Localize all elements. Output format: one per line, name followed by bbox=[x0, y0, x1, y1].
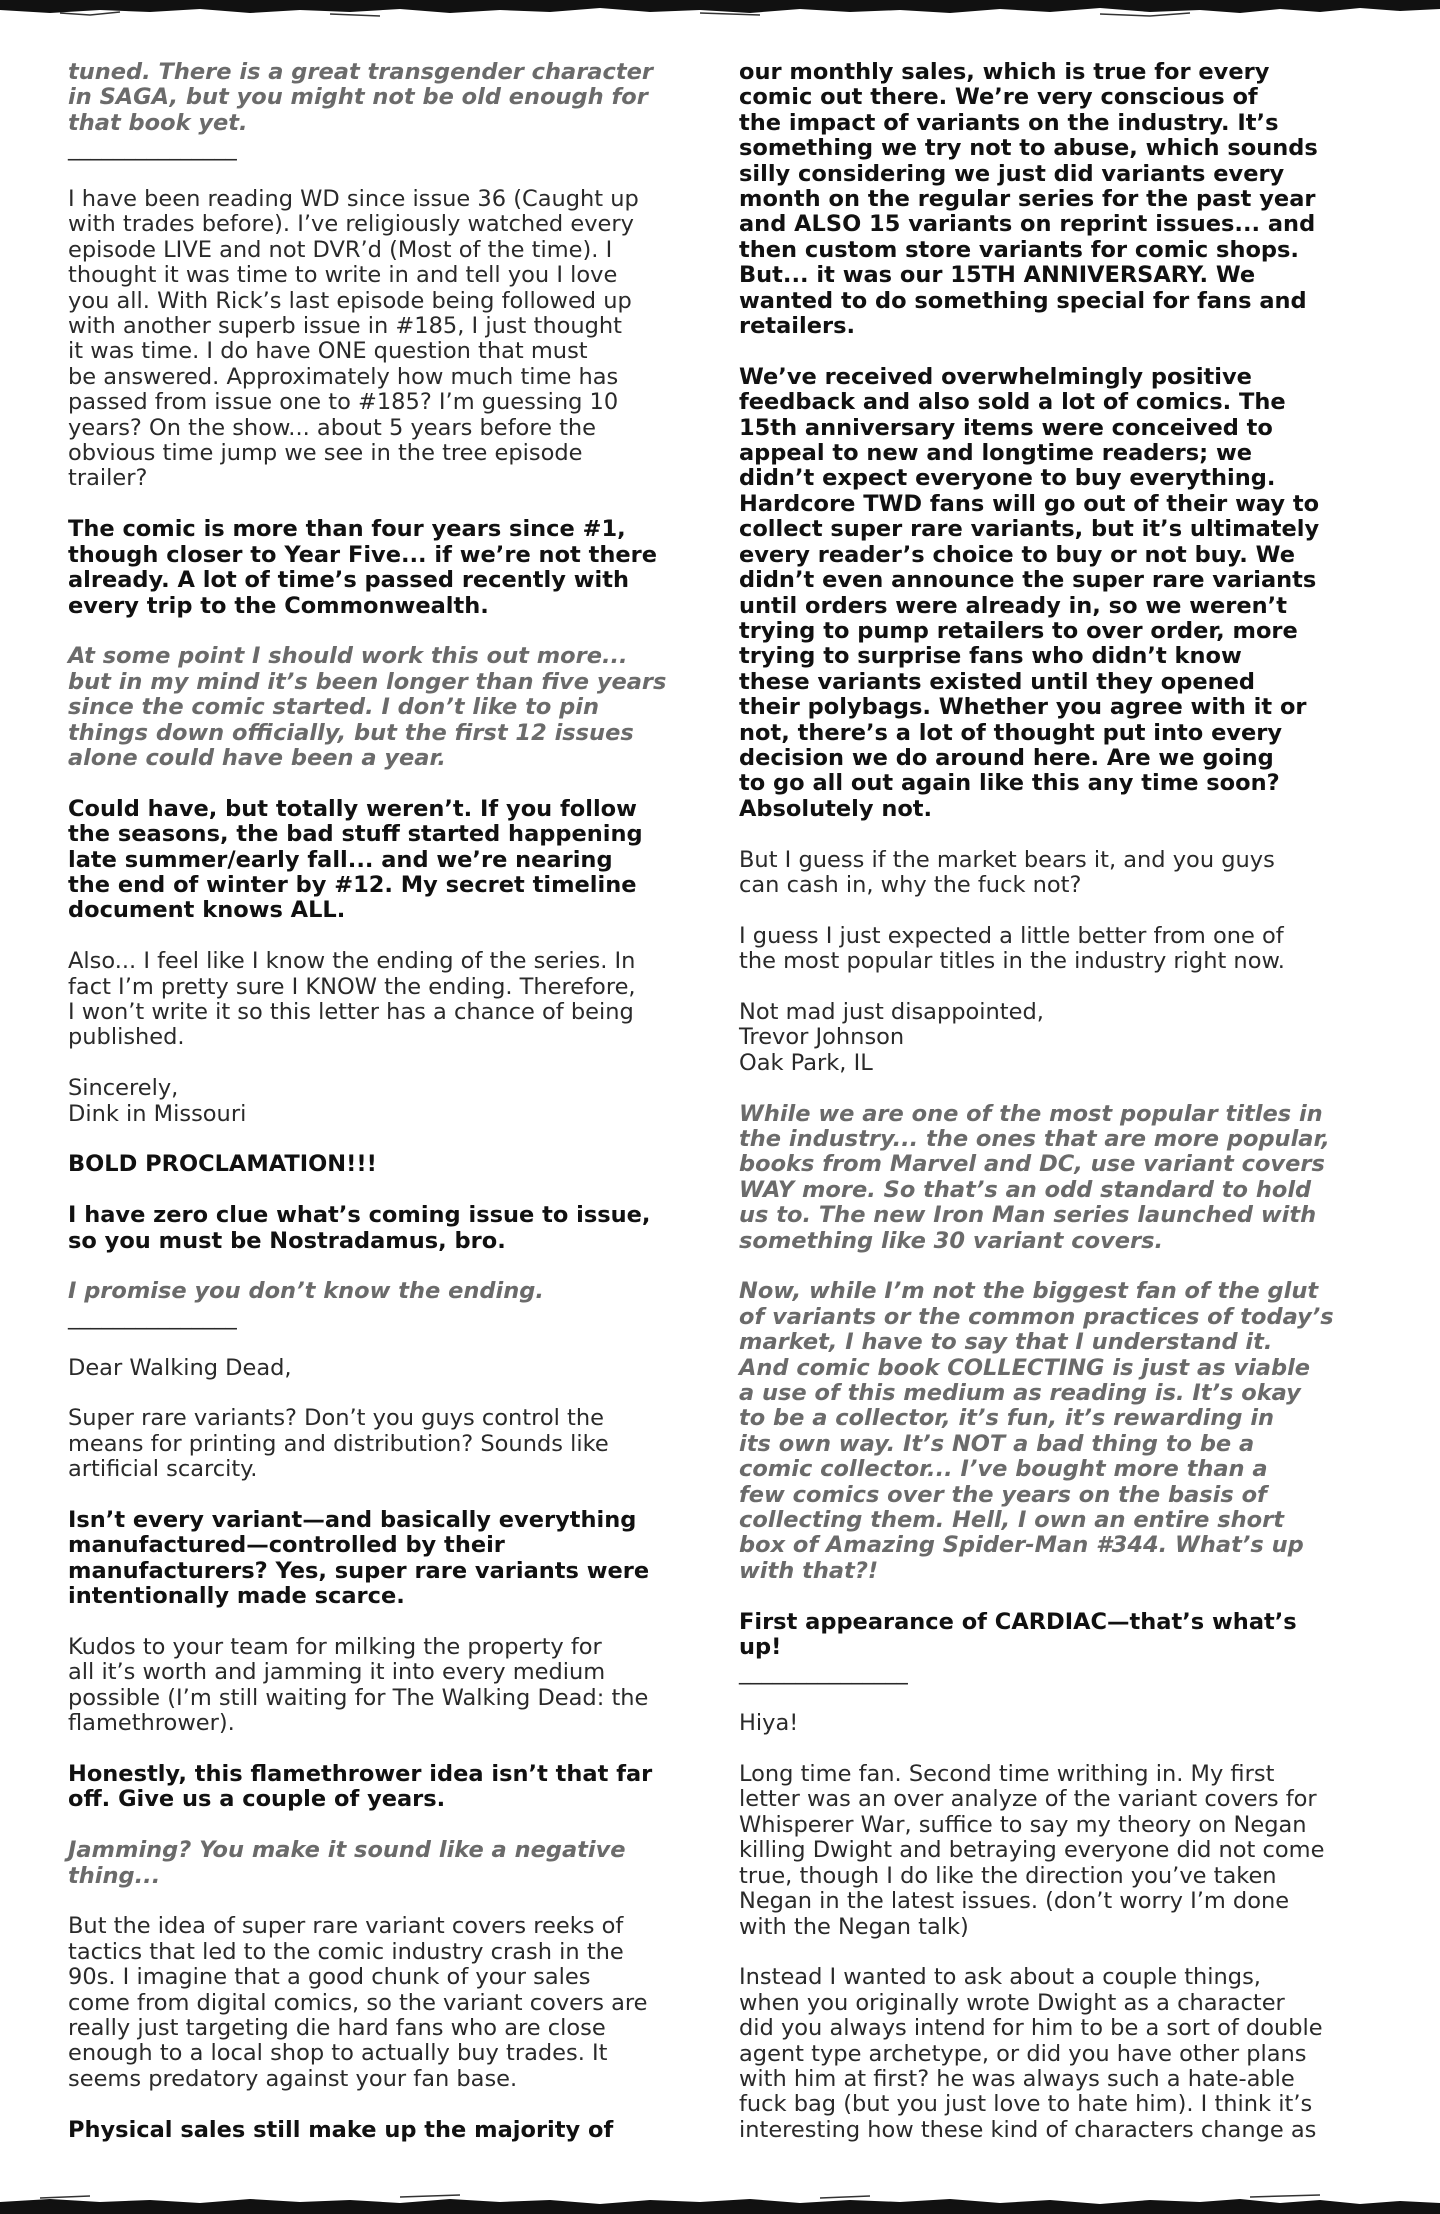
editor-aside: tuned. There is a great transgender character in SAGA, but you might not be old enough for that book yet. bbox=[68, 59, 653, 136]
editor-response: First appearance of CARDIAC—that’s what’s up! bbox=[739, 1608, 1297, 1661]
separator-rule: _______________ bbox=[739, 1659, 908, 1686]
editor-aside: At some point I should work this out more... but in my mind it’s been longer than five years since the comic started. I don’t like to pin things down officially, but the first 12 issues alone could have been a year. bbox=[68, 643, 667, 771]
reader-letter-paragraph: Hiya! bbox=[739, 1710, 799, 1737]
editor-aside: Jamming? You make it sound like a negative thing... bbox=[68, 1837, 626, 1889]
reader-letter-paragraph: But the idea of super rare variant covers reeks of tactics that led to the comic industry crash in the 90s. I imagine that a good chunk of your sales come from digital comics, so the variant covers are really just targeting die hard fans who are close enough to a local shop to actually buy trades. It seems predatory against your fan base. bbox=[68, 1913, 648, 2092]
reader-letter-paragraph: Instead I wanted to ask about a couple things, when you originally wrote Dwight as a character did you always intend for him to be a sort of double agent type archetype, or did you have other plans with him at first? he was always such a hate-able fuck bag (but you just love to hate him). I think it’s interesting how these kind of characters change as bbox=[739, 1964, 1323, 2143]
editor-response: The comic is more than four years since #1, though closer to Year Five... if we’re not there already. A lot of time’s passed recently with every trip to the Commonwealth. bbox=[68, 516, 657, 619]
reader-letter-paragraph: But I guess if the market bears it, and you guys can cash in, why the fuck not? bbox=[739, 846, 1275, 898]
reader-letter-paragraph: Not mad just disappointed, Trevor Johnson Oak Park, IL bbox=[739, 998, 1044, 1076]
editor-response: Physical sales still make up the majority of bbox=[68, 2116, 614, 2143]
reader-letter-paragraph: Dear Walking Dead, bbox=[68, 1354, 292, 1381]
reader-letter-paragraph: Kudos to your team for milking the property for all it’s worth and jamming it into every medium possible (I’m still waiting for The Walking Dead: the flamethrower). bbox=[68, 1633, 649, 1737]
reader-letter-paragraph: I guess I just expected a little better from one of the most popular titles in the industry right now. bbox=[739, 922, 1285, 975]
separator-rule: _______________ bbox=[68, 135, 237, 162]
editor-response: Could have, but totally weren’t. If you follow the seasons, the bad stuff started happening late summer/early fall... and we’re nearing the end of winter by #12. My secret timeline document knows ALL. bbox=[68, 795, 643, 924]
editor-aside: I promise you don’t know the ending. bbox=[68, 1278, 544, 1305]
reader-letter-paragraph: Sincerely, Dink in Missouri bbox=[68, 1075, 247, 1127]
reader-letter-paragraph: Also... I feel like I know the ending of the series. In fact I’m pretty sure I KNOW the ending. Therefore, I won’t write it so this letter has a chance of being published. bbox=[68, 948, 636, 1051]
editor-aside: While we are one of the most popular titles in the industry... the ones that are more popular, books from Marvel and DC, use variant covers WAY more. So that’s an odd standard to hold us to. The new Iron Man series launched with something like 30 variant covers. bbox=[739, 1100, 1330, 1254]
editor-response: We’ve received overwhelmingly positive feedback and also sold a lot of comics. The 15th anniversary items were conceived to appeal to new and longtime readers; we didn’t expect everyone to buy everything. Hardcore TWD fans will go out of their way to collect super rare variants, but it’s ultimately every reader’s choice to buy or not buy. We didn’t even announce the super rare variants until orders were already in, so we weren’t trying to pump retailers to over order, more trying to surprise fans who didn’t know these variants existed until they opened their polybags. Whether you agree with it or not, there’s a lot of thought put into every decision we do around here. Are we going to go all out again like this any time soon? Absolutely not. bbox=[739, 363, 1320, 822]
editor-response: Honestly, this flamethrower idea isn’t that far off. Give us a couple of years. bbox=[68, 1761, 653, 1813]
editor-response: I have zero clue what’s coming issue to issue, so you must be Nostradamus, bro. bbox=[68, 1202, 651, 1254]
editor-aside: Now, while I’m not the biggest fan of the glut of variants or the common practices of today’s market, I have to say that I understand it. And comic book COLLECTING is just as viable a use of this medium as reading is. It’s okay to be a collector, it’s fun, it’s rewarding in its own way. It’s NOT a bad thing to be a comic collector... I’ve bought more than a few comics over the years on the basis of collecting them. Hell, I own an entire short box of Amazing Spider-Man #344. What’s up with that?! bbox=[739, 1278, 1334, 1584]
editor-response: BOLD PROCLAMATION!!! bbox=[68, 1151, 377, 1178]
right-column bbox=[739, 60, 1379, 2143]
reader-letter-paragraph: Long time fan. Second time writhing in. My first letter was an over analyze of the variant covers for Whisperer War, suffice to say my theory on Negan killing Dwight and betraying everyone did not come true, though I do like the direction you’ve taken Negan in the latest issues. (don’t worry I’m done with the Negan talk) bbox=[739, 1761, 1325, 1940]
reader-letter-paragraph: I have been reading WD since issue 36 (Caught up with trades before). I’ve religiously watched every episode LIVE and not DVR’d (Most of the time). I thought it was time to write in and tell you I love you all. With Rick’s last episode being followed up with another superb issue in #185, I just thought it was time. I do have ONE question that must be answered. Approximately how much time has passed from issue one to #185? I’m guessing 10 years? On the show... about 5 years before the obvious time jump we see in the tree episode trailer? bbox=[68, 186, 639, 492]
editor-response: Isn’t every variant—and basically everything manufactured—controlled by their manufacturers? Yes, super rare variants were intentionally made scarce. bbox=[68, 1506, 650, 1610]
reader-letter-paragraph: Super rare variants? Don’t you guys control the means for printing and distribution? Sounds like artificial scarcity. bbox=[68, 1405, 609, 1483]
torn-top-border bbox=[0, 0, 1440, 28]
separator-rule: _______________ bbox=[68, 1303, 237, 1330]
left-column bbox=[68, 60, 708, 2143]
torn-bottom-border bbox=[0, 2186, 1440, 2214]
editor-response: our monthly sales, which is true for every comic out there. We’re very conscious of the impact of variants on the industry. It’s something we try not to abuse, which sounds silly considering we just did variants every month on the regular series for the past year and ALSO 15 variants on reprint issues... and then custom store variants for comic shops. But... it was our 15TH ANNIVERSARY. We wanted to do something special for fans and retailers. bbox=[739, 59, 1318, 340]
